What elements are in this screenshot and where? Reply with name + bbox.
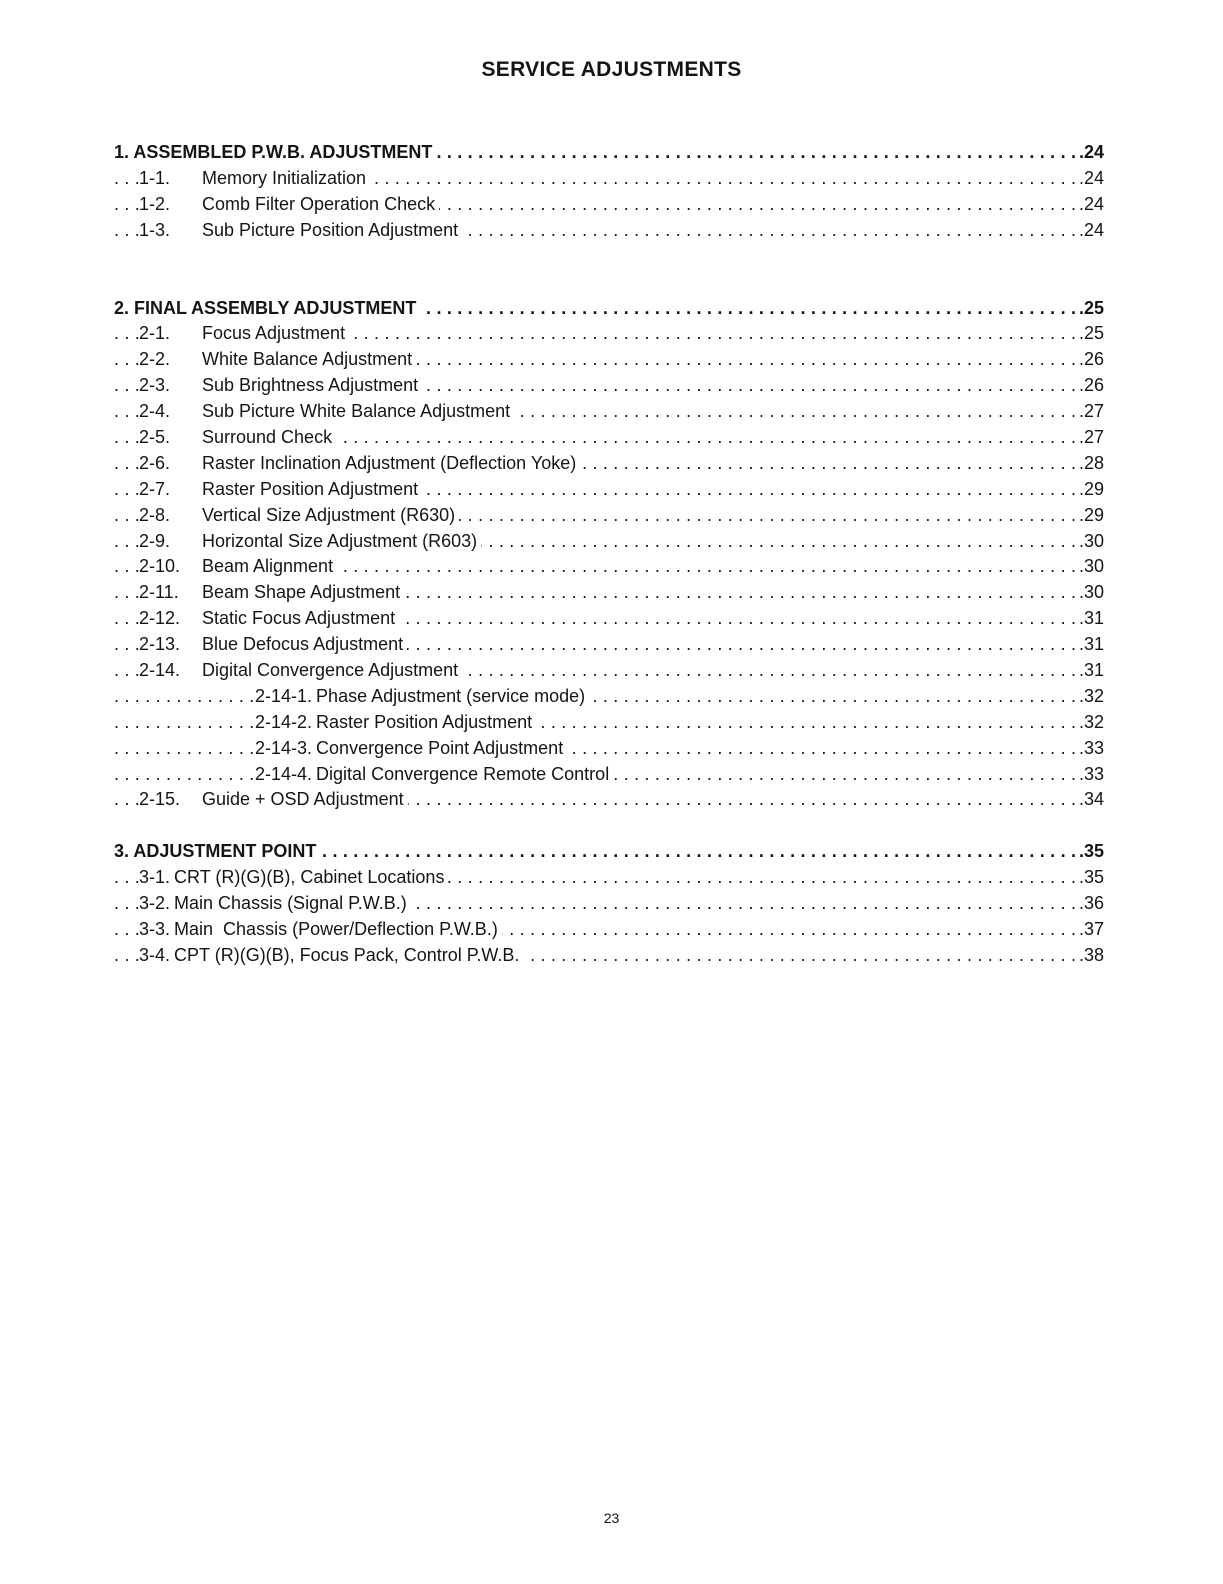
- toc-item-2-9[interactable]: [114, 529, 1104, 555]
- page-ref: .34: [1077, 787, 1104, 813]
- item-number: 2-6.: [139, 452, 171, 473]
- toc-item-2-14-3[interactable]: [114, 736, 1104, 762]
- item-number: 2-8.: [139, 504, 171, 525]
- toc-item-2-11[interactable]: [114, 580, 1104, 606]
- item-number: 2-4.: [139, 401, 171, 422]
- item-number: 2-1.: [139, 323, 171, 344]
- page-ref: .30: [1077, 554, 1104, 580]
- item-number: 2-14.: [139, 660, 181, 681]
- page-title: SERVICE ADJUSTMENTS: [481, 58, 742, 81]
- page-ref: .24: [1077, 140, 1104, 166]
- page-ref: .37: [1077, 917, 1104, 943]
- page-ref: .33: [1077, 762, 1104, 788]
- toc-item-1-2[interactable]: [114, 192, 1104, 218]
- item-number: 2-9.: [139, 530, 171, 551]
- page-ref: .35: [1077, 865, 1104, 891]
- item-title: White Balance Adjustment: [202, 349, 413, 370]
- item-title: Sub Picture Position Adjustment: [202, 219, 459, 240]
- item-title: Blue Defocus Adjustment: [202, 634, 404, 655]
- item-title: Sub Brightness Adjustment: [202, 375, 419, 396]
- page-ref: .28: [1077, 451, 1104, 477]
- item-number: 2-5.: [139, 427, 171, 448]
- toc-item-3-2[interactable]: [114, 891, 1104, 917]
- item-title: Focus Adjustment: [202, 323, 346, 344]
- page-ref: .24: [1077, 218, 1104, 244]
- page-ref: .30: [1077, 529, 1104, 555]
- section-number: 3.: [114, 841, 130, 862]
- toc-item-2-3[interactable]: [114, 373, 1104, 399]
- page-ref: .31: [1077, 658, 1104, 684]
- toc-item-3-3[interactable]: [114, 917, 1104, 943]
- toc-item-2-6[interactable]: [114, 451, 1104, 477]
- item-number: 2-10.: [139, 556, 181, 577]
- section-title: FINAL ASSEMBLY ADJUSTMENT: [134, 297, 417, 318]
- item-title: CRT (R)(G)(B), Cabinet Locations: [174, 867, 445, 888]
- item-title: Main Chassis (Power/Deflection P.W.B.): [174, 919, 498, 940]
- item-title: Phase Adjustment (service mode): [316, 685, 586, 706]
- toc-item-1-3[interactable]: [114, 218, 1104, 244]
- page-ref: .36: [1077, 891, 1104, 917]
- item-number: 2-14-3.: [255, 737, 313, 758]
- toc-item-2-14-2[interactable]: [114, 710, 1104, 736]
- page-ref: .29: [1077, 503, 1104, 529]
- toc-item-2-5[interactable]: [114, 425, 1104, 451]
- item-number: 2-7.: [139, 478, 171, 499]
- toc-item-2-14-1[interactable]: [114, 684, 1104, 710]
- toc-item-2-8[interactable]: [114, 503, 1104, 529]
- item-number: 2-14-4.: [255, 763, 313, 784]
- page-ref: .26: [1077, 373, 1104, 399]
- item-number: 2-13.: [139, 634, 181, 655]
- page-ref: .26: [1077, 347, 1104, 373]
- toc-item-3-1[interactable]: [114, 865, 1104, 891]
- item-title: Main Chassis (Signal P.W.B.): [174, 893, 407, 914]
- item-number: 1-3.: [139, 219, 171, 240]
- item-number: 1-2.: [139, 193, 171, 214]
- item-title: Beam Alignment: [202, 556, 334, 577]
- toc-item-2-13[interactable]: [114, 632, 1104, 658]
- page-ref: .35: [1077, 839, 1104, 865]
- toc-item-2-12[interactable]: [114, 606, 1104, 632]
- section-number: 2.: [114, 297, 130, 318]
- item-number: 2-2.: [139, 349, 171, 370]
- item-number: 3-1.: [139, 867, 171, 888]
- toc-item-3-4[interactable]: [114, 943, 1104, 969]
- page-ref: .25: [1077, 296, 1104, 322]
- toc-section-3[interactable]: [114, 839, 1104, 865]
- page-ref: .27: [1077, 399, 1104, 425]
- section-title: ADJUSTMENT POINT: [133, 841, 317, 862]
- item-title: Convergence Point Adjustment: [316, 737, 564, 758]
- toc-section-2[interactable]: [114, 296, 1104, 322]
- item-number: 3-3.: [139, 919, 171, 940]
- item-title: Beam Shape Adjustment: [202, 582, 401, 603]
- item-title: Raster Inclination Adjustment (Deflection Yoke): [202, 452, 577, 473]
- item-number: 2-14-1.: [255, 685, 313, 706]
- item-title: Surround Check: [202, 427, 333, 448]
- toc-item-2-2[interactable]: [114, 347, 1104, 373]
- page-ref: .32: [1077, 710, 1104, 736]
- item-number: 2-11.: [139, 582, 179, 603]
- item-title: Vertical Size Adjustment (R630): [202, 504, 456, 525]
- toc-item-2-4[interactable]: [114, 399, 1104, 425]
- item-title: Sub Picture White Balance Adjustment: [202, 401, 511, 422]
- item-number: 2-15.: [139, 789, 181, 810]
- section-number: 1.: [114, 142, 130, 162]
- item-number: 3-4.: [139, 944, 171, 965]
- page-number: 23: [603, 1510, 620, 1526]
- toc-item-2-14[interactable]: [114, 658, 1104, 684]
- page-ref: .27: [1077, 425, 1104, 451]
- page-ref: .32: [1077, 684, 1104, 710]
- item-number: 2-12.: [139, 608, 181, 629]
- item-title: Digital Convergence Remote Control: [316, 763, 610, 784]
- toc-item-1-1[interactable]: [114, 166, 1104, 192]
- page-ref: .24: [1077, 166, 1104, 192]
- item-number: 3-2.: [139, 893, 171, 914]
- item-number: 2-14-2.: [255, 711, 313, 732]
- toc-section-1[interactable]: [114, 140, 1104, 166]
- toc-item-2-1[interactable]: [114, 321, 1104, 347]
- page-ref: .24: [1077, 192, 1104, 218]
- section-title: ASSEMBLED P.W.B. ADJUSTMENT: [133, 142, 433, 162]
- page-ref: .25: [1077, 321, 1104, 347]
- page-ref: .31: [1077, 632, 1104, 658]
- page-ref: .30: [1077, 580, 1104, 606]
- page-ref: .38: [1077, 943, 1104, 969]
- item-title: Guide + OSD Adjustment: [202, 789, 404, 810]
- page-ref: .31: [1077, 606, 1104, 632]
- toc-item-2-7[interactable]: [114, 477, 1104, 503]
- item-number: 1-1.: [139, 167, 171, 188]
- item-title: Raster Position Adjustment: [202, 478, 419, 499]
- page-ref: .33: [1077, 736, 1104, 762]
- toc-item-2-15[interactable]: [114, 787, 1104, 813]
- toc-item-2-14-4[interactable]: [114, 762, 1104, 788]
- table-of-contents: [114, 140, 1104, 969]
- item-title: Raster Position Adjustment: [316, 711, 533, 732]
- item-number: 2-3.: [139, 375, 171, 396]
- toc-item-2-10[interactable]: [114, 554, 1104, 580]
- item-title: Comb Filter Operation Check: [202, 193, 436, 214]
- item-title: Memory Initialization: [202, 167, 367, 188]
- page-ref: .29: [1077, 477, 1104, 503]
- item-title: CPT (R)(G)(B), Focus Pack, Control P.W.B.: [174, 944, 520, 965]
- item-title: Horizontal Size Adjustment (R603): [202, 530, 478, 551]
- item-title: Digital Convergence Adjustment: [202, 660, 459, 681]
- item-title: Static Focus Adjustment: [202, 608, 396, 629]
